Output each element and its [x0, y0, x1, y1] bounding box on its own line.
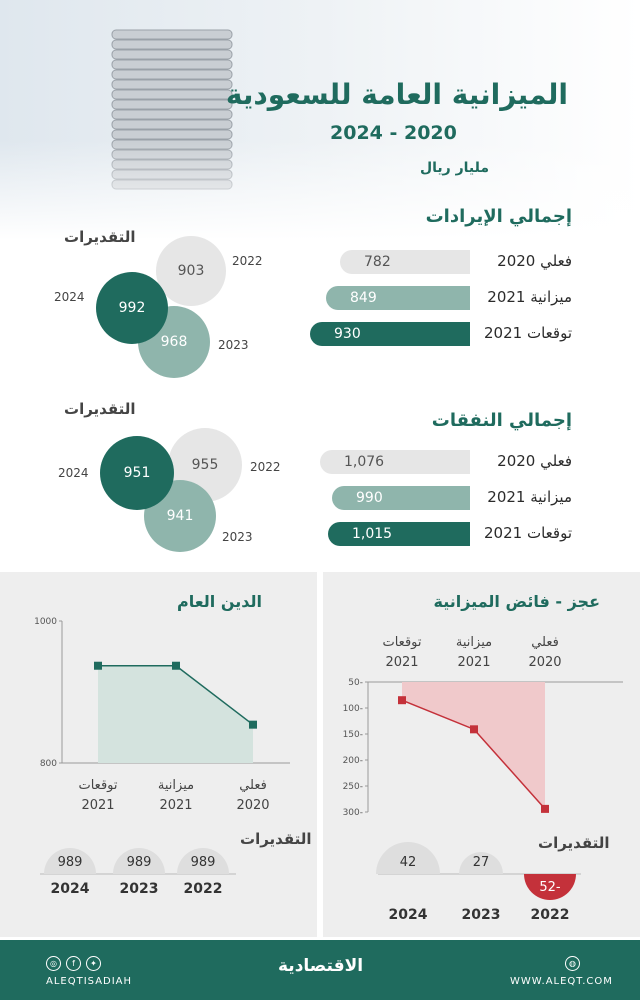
globe-icon: ◍ — [565, 956, 580, 971]
estimate-year: 2022 — [183, 881, 223, 897]
coin — [112, 130, 232, 139]
deficit-chart — [323, 630, 640, 825]
coin — [112, 40, 232, 49]
estimate-year: 2023 — [119, 881, 159, 897]
y-tick-label: 200- — [342, 756, 363, 766]
category-label: 2020 — [528, 655, 562, 670]
estimate-year: 2022 — [250, 460, 281, 474]
deficit-estimates — [323, 840, 640, 935]
estimate-year: 2024 — [54, 290, 85, 304]
y-tick-label: 300- — [342, 808, 363, 818]
coin — [112, 60, 232, 69]
data-point — [249, 721, 257, 729]
estimate-year: 2024 — [388, 907, 428, 923]
bar-value: 1,015 — [352, 526, 393, 542]
facebook-icon[interactable]: f — [66, 956, 81, 971]
revenue-estimates — [40, 230, 300, 370]
twitter-icon[interactable]: ✦ — [86, 956, 101, 971]
coin — [112, 70, 232, 79]
category-label: 2020 — [236, 798, 270, 813]
estimate-year: 2023 — [461, 907, 501, 923]
category-label: 2021 — [81, 798, 115, 813]
estimate-value: 52- — [539, 880, 561, 895]
revenue-estimates-title: التقديرات — [64, 228, 136, 246]
bar-label: فعلي 2020 — [497, 452, 572, 470]
estimate-year: 2024 — [50, 881, 90, 897]
estimate-value: 42 — [399, 855, 417, 870]
bar-label: توقعات 2021 — [484, 524, 572, 542]
data-point — [172, 662, 180, 670]
category-label: ميزانية — [157, 778, 195, 793]
instagram-icon[interactable]: ◎ — [46, 956, 61, 971]
category-label: 2021 — [159, 798, 193, 813]
year-range: 2024 - 2020 — [330, 122, 457, 144]
bar-value: 849 — [350, 290, 377, 306]
estimate-bubble: 903 — [156, 236, 226, 306]
estimate-value: 27 — [472, 855, 490, 870]
social-icons — [46, 956, 101, 971]
estimate-year: 2023 — [218, 338, 249, 352]
y-tick-label: 50- — [348, 678, 363, 688]
bar-value: 1,076 — [344, 454, 385, 470]
bar — [332, 486, 470, 510]
coin — [112, 110, 232, 119]
debt-estimates — [0, 840, 317, 935]
estimate-bubble: 951 — [100, 436, 174, 510]
data-point — [94, 662, 102, 670]
coin — [112, 30, 232, 39]
data-point — [470, 725, 478, 733]
estimate-year: 2022 — [530, 907, 570, 923]
unit-label: مليار ريال — [420, 160, 490, 176]
data-point — [398, 696, 406, 704]
estimate-bubble: 955 — [168, 428, 242, 502]
y-tick-label: 100- — [342, 704, 363, 714]
bar-row — [310, 286, 580, 312]
bar-value: 990 — [356, 490, 383, 506]
bar-row — [310, 450, 580, 476]
bar-row — [310, 486, 580, 512]
bar — [320, 450, 470, 474]
coin — [112, 50, 232, 59]
series-area — [98, 666, 253, 763]
y-tick-label: 1000 — [34, 617, 57, 627]
revenue-title: إجمالي الإيرادات — [425, 206, 572, 227]
y-tick-label: 800 — [39, 759, 57, 769]
bar — [328, 522, 470, 546]
revenue-bars — [310, 250, 580, 360]
expenses-title: إجمالي النفقات — [431, 410, 572, 431]
deficit-title: عجز - فائض الميزانية — [433, 592, 600, 611]
bar-value: 930 — [334, 326, 361, 342]
expenses-estimates — [40, 420, 300, 560]
coin — [112, 80, 232, 89]
bar-row — [310, 250, 580, 276]
category-label: 2021 — [385, 655, 419, 670]
bar-row — [310, 522, 580, 548]
website-link[interactable]: WWW.ALEQT.COM — [510, 976, 613, 987]
bar-row — [310, 322, 580, 348]
coins-background-image — [0, 0, 640, 240]
estimate-bubble: 968 — [138, 306, 210, 378]
estimate-bubble: 992 — [96, 272, 168, 344]
category-label: 2021 — [457, 655, 491, 670]
social-handle: ALEQTISADIAH — [46, 976, 133, 987]
coin — [112, 90, 232, 99]
series-area — [402, 682, 545, 809]
deficit-estimates-title: التقديرات — [538, 834, 610, 852]
expenses-bars — [310, 450, 580, 560]
coin — [112, 100, 232, 109]
category-label: ميزانية — [455, 635, 493, 650]
estimate-year: 2022 — [232, 254, 263, 268]
debt-chart — [0, 610, 317, 825]
y-tick-label: 150- — [342, 730, 363, 740]
y-tick-label: 250- — [342, 782, 363, 792]
footer — [0, 940, 640, 1000]
data-point — [541, 805, 549, 813]
logo: الاقتصادية — [278, 956, 364, 976]
bar-label: فعلي 2020 — [497, 252, 572, 270]
estimate-value: 989 — [190, 855, 216, 870]
bar-value: 782 — [364, 254, 391, 270]
coin — [112, 120, 232, 129]
category-label: توقعات — [78, 778, 118, 793]
category-label: فعلي — [531, 635, 559, 650]
debt-title: الدين العام — [177, 592, 262, 611]
expenses-estimates-title: التقديرات — [64, 400, 136, 418]
bar — [326, 286, 470, 310]
category-label: توقعات — [382, 635, 422, 650]
estimate-value: 989 — [126, 855, 152, 870]
page-title: الميزانية العامة للسعودية — [225, 78, 568, 111]
bar-label: توقعات 2021 — [484, 324, 572, 342]
estimate-year: 2023 — [222, 530, 253, 544]
category-label: فعلي — [239, 778, 267, 793]
debt-estimates-title: التقديرات — [240, 830, 312, 848]
bar-label: ميزانية 2021 — [487, 488, 572, 506]
bar — [340, 250, 470, 274]
bar-label: ميزانية 2021 — [487, 288, 572, 306]
estimate-bubble: 941 — [144, 480, 216, 552]
estimate-value: 989 — [57, 855, 83, 870]
estimate-year: 2024 — [58, 466, 89, 480]
